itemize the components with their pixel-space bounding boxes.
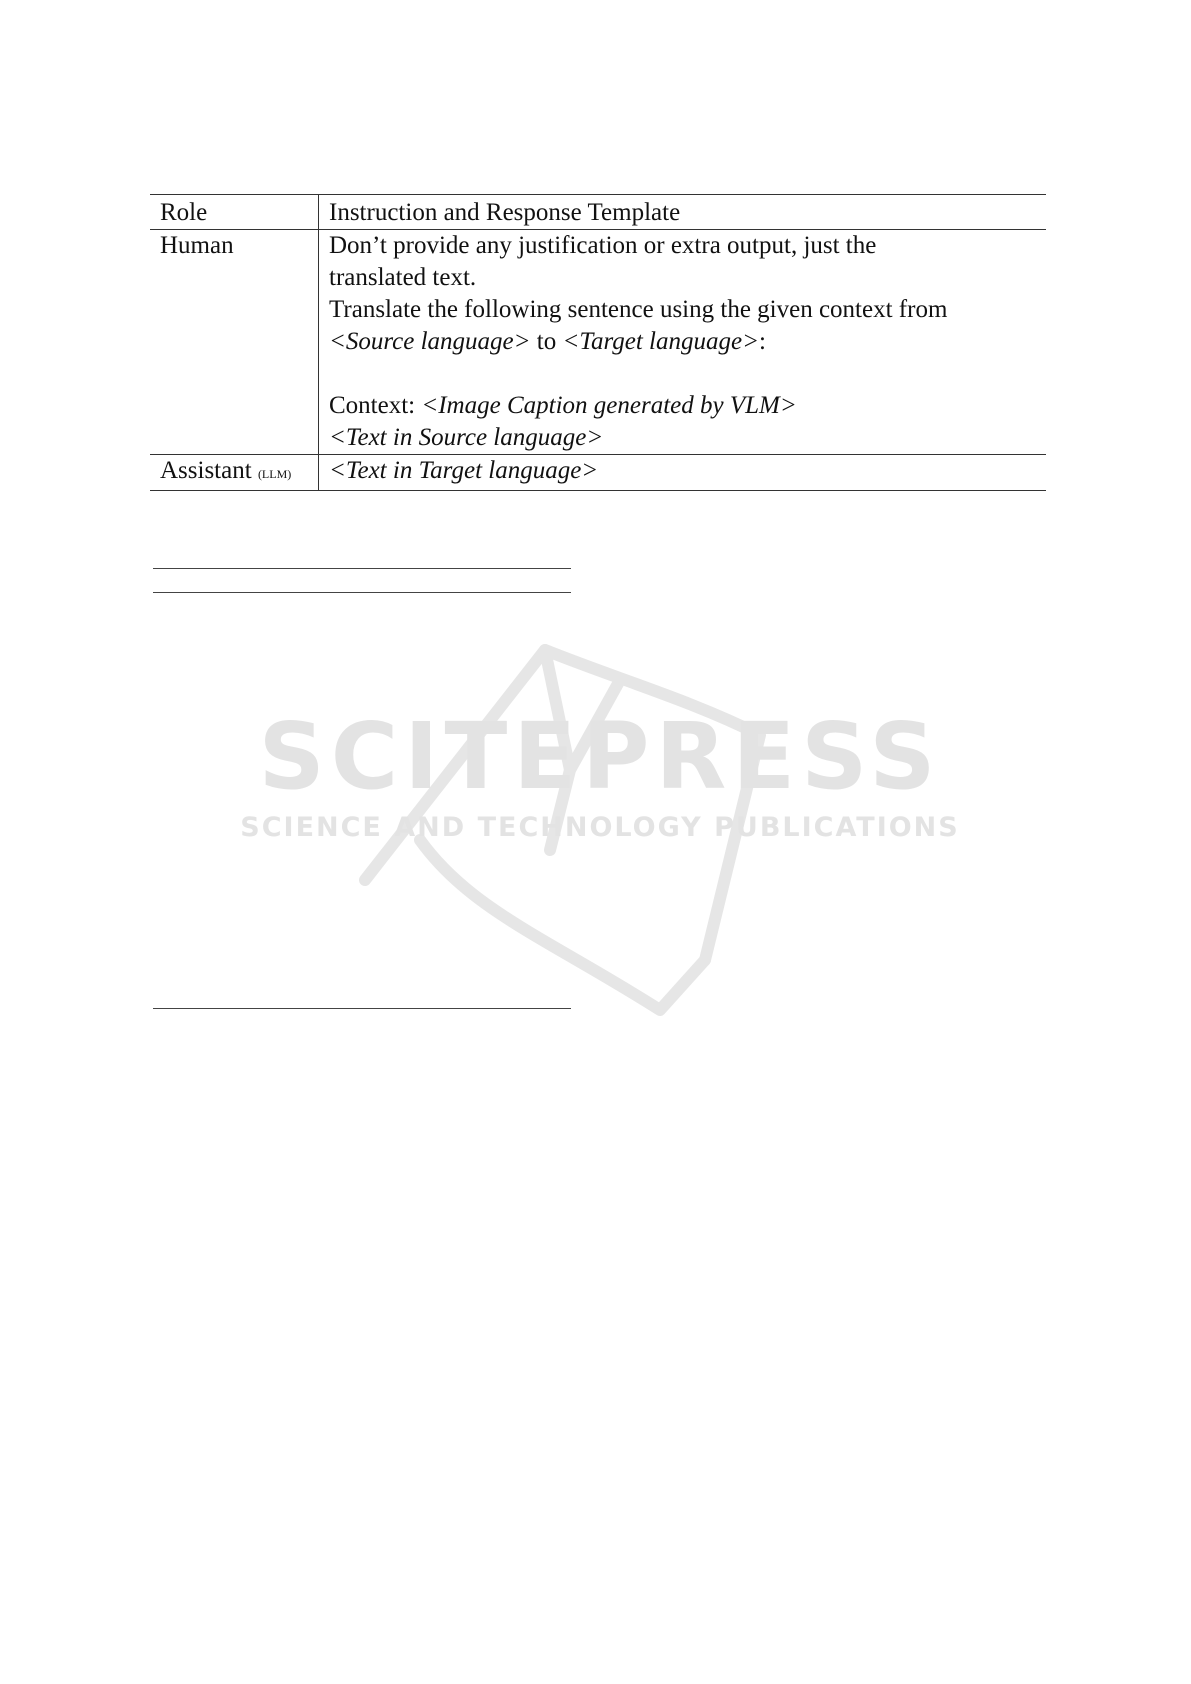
assistant-role xyxy=(150,455,319,491)
target-text-placeholder: <Text in Target language> xyxy=(329,457,599,484)
context-line xyxy=(329,390,1036,422)
assistant-row xyxy=(150,455,1046,491)
target-language-placeholder: <Target language> xyxy=(562,328,759,355)
instruction-line-1: Don’t provide any justification or extra output, just the xyxy=(329,232,877,259)
instruction-line-4 xyxy=(329,326,1036,358)
source-language-placeholder: <Source language> xyxy=(329,328,531,355)
header-template: Instruction and Response Template xyxy=(319,195,1047,230)
assistant-role-tag: (LLM) xyxy=(257,467,292,481)
blank-line xyxy=(329,358,1036,390)
source-text-line xyxy=(329,422,1036,454)
assistant-response xyxy=(319,455,1047,491)
human-row xyxy=(150,230,1046,455)
source-text-placeholder: <Text in Source language> xyxy=(329,424,604,451)
instruction-line-3: Translate the following sentence using the given context from xyxy=(329,296,948,323)
to-word: to xyxy=(530,328,563,355)
context-placeholder: <Image Caption generated by VLM> xyxy=(421,392,797,419)
colon: : xyxy=(758,328,766,355)
assistant-role-label: Assistant xyxy=(160,457,252,484)
header-role: Role xyxy=(150,195,319,230)
watermark-title: SCITEPRESS xyxy=(258,703,942,810)
instruction-line-2: translated text. xyxy=(329,264,477,291)
context-label: Context: xyxy=(329,392,422,419)
human-instruction xyxy=(319,230,1047,455)
publisher-watermark xyxy=(150,640,1050,1060)
watermark-subtitle: SCIENCE AND TECHNOLOGY PUBLICATIONS xyxy=(240,812,960,843)
rule-line-top xyxy=(153,568,571,569)
prompt-template-table xyxy=(150,194,1046,491)
human-role: Human xyxy=(150,230,319,455)
rule-line-bottom xyxy=(153,1008,571,1009)
rule-line-middle xyxy=(153,592,571,593)
table-header-row xyxy=(150,195,1046,230)
